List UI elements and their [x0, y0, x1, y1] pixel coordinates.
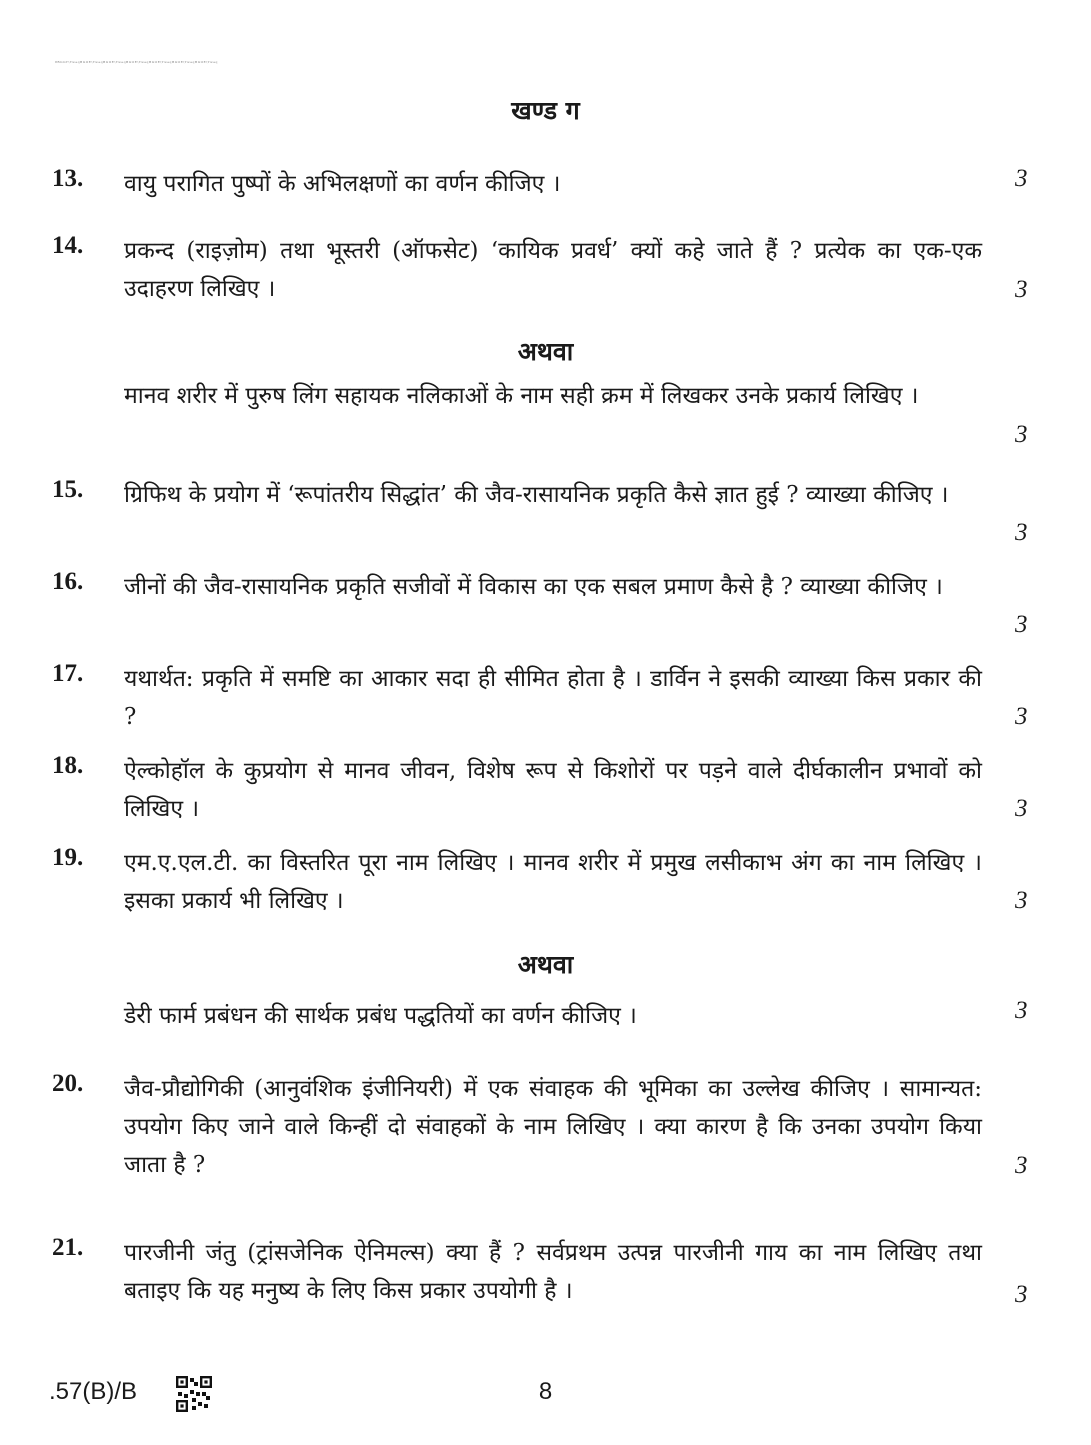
question-number: 19. — [52, 844, 84, 871]
question-marks: 3 — [1015, 1152, 1028, 1179]
header-strip: 8BGGY\TweqBGOE\TweqBGOE\TweqBGOE\TweqBGOE\TweqBGOE\TweqBGOE\Tweq — [55, 60, 218, 64]
question-text: एम.ए.एल.टी. का विस्तरित पूरा नाम लिखिए । मानव शरीर में प्रमुख लसीकाभ अंग का नाम लिखिए । इसका प्रकार्य भी लिखिए । — [124, 850, 982, 914]
question-marks: 3 — [1015, 997, 1028, 1024]
question-text: पारजीनी जंतु (ट्रांसजेनिक ऐनिमल्स) क्या हैं ? सर्वप्रथम उत्पन्न पारजीनी गाय का नाम लिखिए तथा बताइए कि यह मनुष्य के लिए किस प्रकार उपयोगी है । — [124, 1240, 982, 1304]
question-marks: 3 — [1015, 795, 1028, 822]
question-marks: 3 — [1015, 703, 1028, 730]
question-marks: 3 — [1015, 276, 1028, 303]
question-number: 17. — [52, 660, 84, 687]
question-number: 13. — [52, 165, 84, 192]
question-marks: 3 — [1015, 611, 1028, 638]
page-number: 8 — [538, 1378, 553, 1405]
question-text: जीनों की जैव-रासायनिक प्रकृति सजीवों में विकास का एक सबल प्रमाण कैसे है ? व्याख्या कीजिए । — [124, 574, 943, 600]
question-marks: 3 — [1015, 887, 1028, 914]
question-marks: 3 — [1015, 1281, 1028, 1308]
question-text: डेरी फार्म प्रबंधन की सार्थक प्रबंध पद्धतियों का वर्णन कीजिए । — [124, 1003, 637, 1029]
question-text: जैव-प्रौद्योगिकी (आनुवंशिक इंजीनियरी) में एक संवाहक की भूमिका का उल्लेख कीजिए । सामान्यत: उपयोग किए जाने वाले किन्हीं दो संवाहकों के नाम लिखिए । क्या कारण है कि उनका उपयोग किया जाता है ? — [124, 1076, 982, 1178]
question-marks: 3 — [1015, 519, 1028, 546]
question-text: ग्रिफिथ के प्रयोग में ‘रूपांतरीय सिद्धांत’ की जैव-रासायनिक प्रकृति कैसे ज्ञात हुई ? व्याख्या कीजिए । — [124, 482, 949, 508]
question-number: 15. — [52, 476, 84, 503]
question-number: 21. — [52, 1234, 84, 1261]
question-text: ऐल्कोहॉल के कुप्रयोग से मानव जीवन, विशेष रूप से किशोरों पर पड़ने वाले दीर्घकालीन प्रभावों को लिखिए । — [124, 758, 982, 822]
section-title: खण्ड ग — [511, 96, 580, 125]
question-text: यथार्थत: प्रकृति में समष्टि का आकार सदा ही सीमित होता है । डार्विन ने इसकी व्याख्या किस प्रकार की ? — [124, 666, 982, 730]
question-text: प्रकन्द (राइज़ोम) तथा भूस्तरी (ऑफसेट) ‘कायिक प्रवर्ध’ क्यों कहे जाते हैं ? प्रत्येक का एक-एक उदाहरण लिखिए । — [124, 238, 982, 302]
or-label: अथवा — [517, 337, 574, 366]
or-label: अथवा — [517, 950, 574, 979]
question-number: 14. — [52, 232, 84, 259]
question-number: 18. — [52, 752, 84, 779]
question-marks: 3 — [1015, 421, 1028, 448]
question-marks: 3 — [1015, 165, 1028, 192]
question-text: वायु परागित पुष्पों के अभिलक्षणों का वर्णन कीजिए । — [124, 171, 561, 197]
question-text: मानव शरीर में पुरुष लिंग सहायक नलिकाओं के नाम सही क्रम में लिखकर उनके प्रकार्य लिखिए । — [124, 383, 919, 409]
paper-code: .57(B)/B — [49, 1378, 138, 1405]
question-number: 16. — [52, 568, 84, 595]
question-number: 20. — [52, 1070, 84, 1097]
